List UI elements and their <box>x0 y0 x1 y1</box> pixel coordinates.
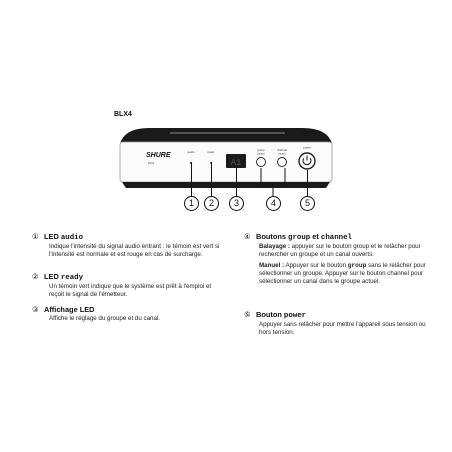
item-buttons <box>244 232 440 286</box>
receiver-base <box>122 182 330 188</box>
channel-button-sublabel: (scan) <box>278 152 286 156</box>
group-button-sublabel: (scan) <box>257 152 265 156</box>
item-display-body: Affiche le réglage du groupe et du canal. <box>49 315 160 322</box>
item-display-number: ③ <box>32 305 39 314</box>
item-power-number: ⑤ <box>244 310 251 319</box>
item-led-ready-number: ② <box>32 272 39 281</box>
item-buttons-title: ④ Boutons group et channel <box>244 232 352 242</box>
item-led-audio-title: ① LED audio <box>32 232 84 242</box>
front-model-label: BLX4 <box>148 162 155 165</box>
item-led-audio <box>32 232 232 260</box>
brand-logo: SHURE <box>146 152 171 159</box>
audio-label: audio <box>187 150 195 154</box>
item-display <box>32 305 232 323</box>
item-led-audio-body: Indique l'intensité du signal audio entrant : le témoin est vert si l'intensité est normale et est rouge en cas de surcharge. <box>49 243 220 259</box>
item-led-ready-title: ② LED ready <box>32 272 84 282</box>
channel-button-label: channel <box>277 148 287 152</box>
item-buttons-number: ④ <box>244 232 251 241</box>
callout-3: 3 <box>229 196 244 211</box>
item-power-body: Appuyer sans relâcher pour mettre l'appareil sous tension ou hors tension. <box>259 321 426 337</box>
ready-label: ready <box>207 150 215 154</box>
item-power-title: ⑤ Bouton power <box>244 310 307 320</box>
leader-line-4 <box>258 160 288 198</box>
callout-5: 5 <box>300 196 315 211</box>
item-led-ready-body: Un témoin vert indique que le système est prêt à l'emploi et reçoit le signal de l'émetteur. <box>49 283 212 299</box>
callout-4: 4 <box>266 196 281 211</box>
display-value: A1 <box>230 158 242 168</box>
item-buttons-scan-text: Balayage : appuyer sur le bouton group et le relâcher pour rechercher un groupe et un canal ouverts. <box>259 243 421 259</box>
item-buttons-manual-text: Manuel : Appuyer sur le bouton group sans le relâcher pour sélectionner un groupe. Appuyer sur le bouton channel pour sélectionner un canal dans le groupe actuel. <box>259 261 426 286</box>
power-button-outer <box>299 153 315 169</box>
leader-line-5 <box>307 170 308 196</box>
item-display-title: ③ Affichage LED <box>32 305 95 314</box>
leader-line-3 <box>236 168 237 196</box>
group-button-label: group <box>257 148 265 152</box>
power-button-label: power <box>303 145 311 150</box>
model-title: BLX4 <box>114 111 132 118</box>
leader-line-1 <box>191 162 192 196</box>
item-led-audio-number: ① <box>32 232 39 241</box>
item-led-ready <box>32 272 232 300</box>
callout-2: 2 <box>204 196 219 211</box>
item-power <box>244 310 440 338</box>
leader-line-2 <box>211 162 212 196</box>
callout-1: 1 <box>184 196 199 211</box>
